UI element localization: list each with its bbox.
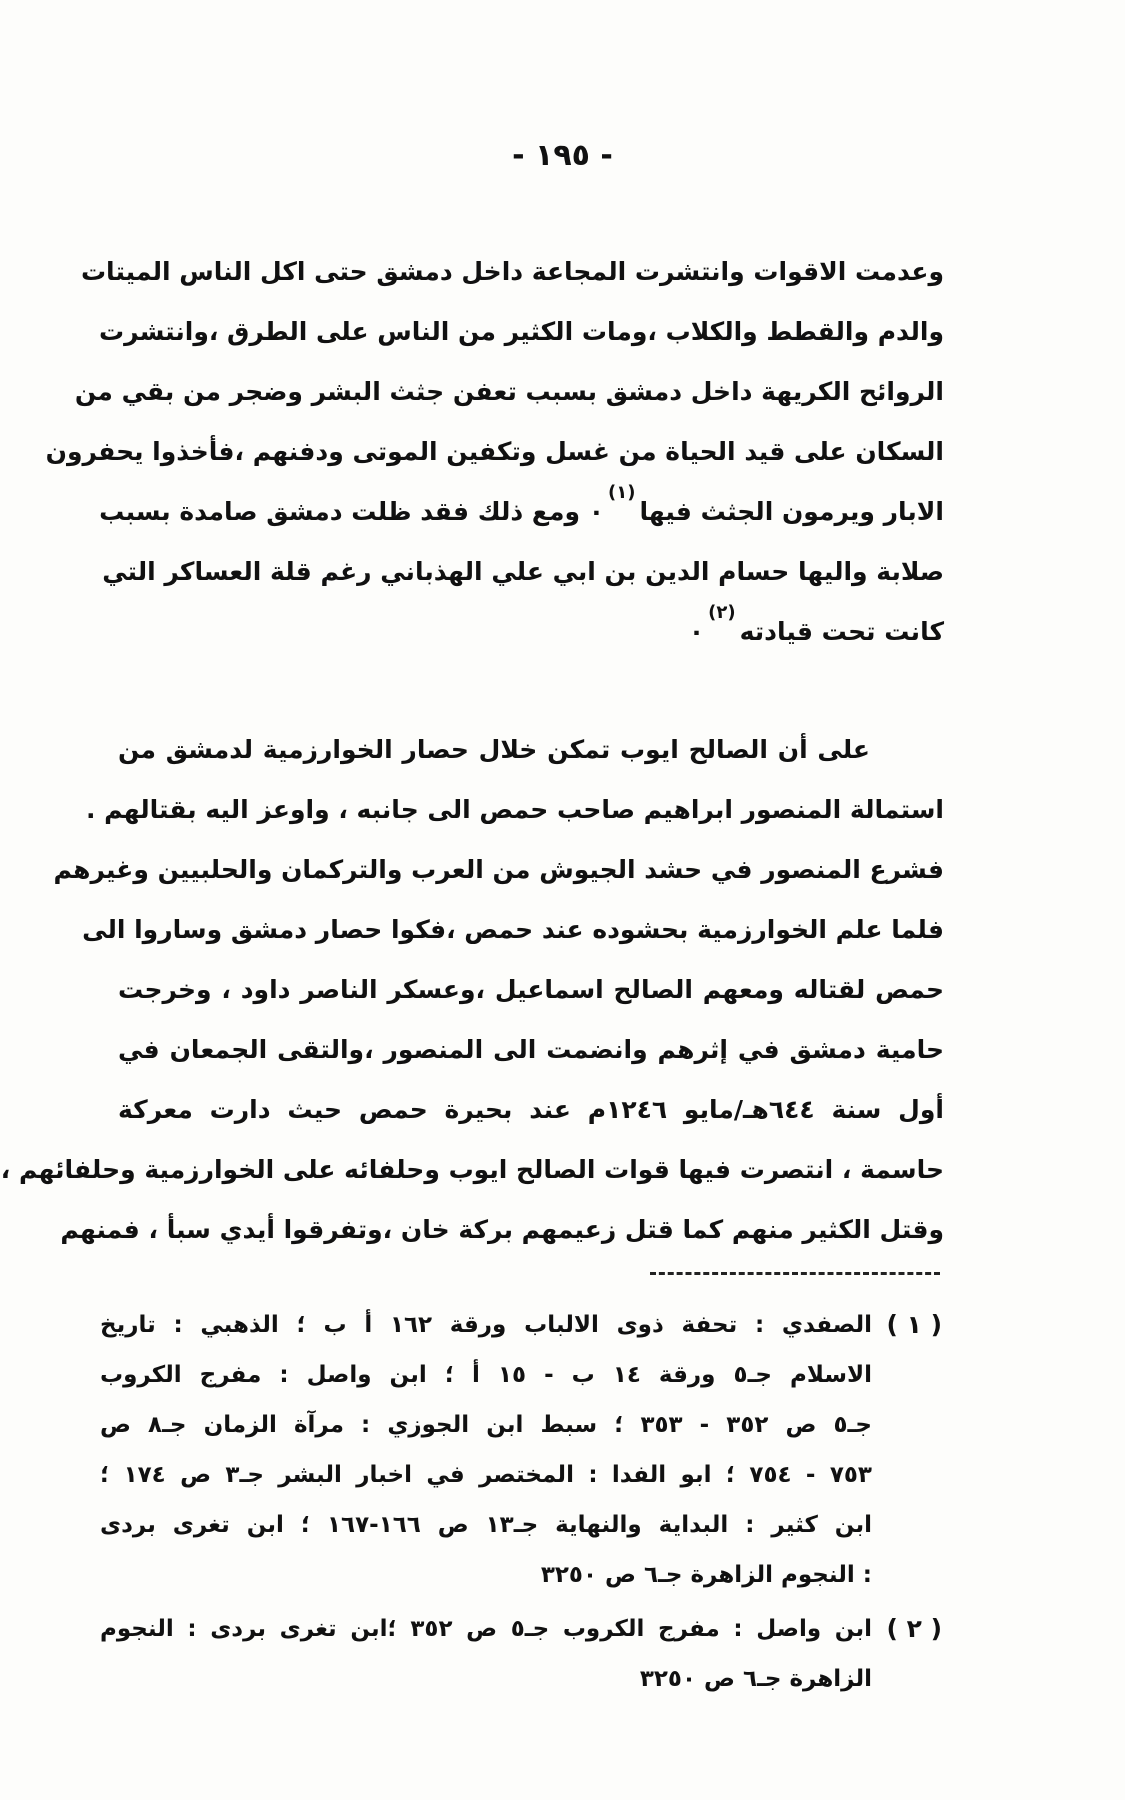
- text-line: على أن الصالح ايوب تمكن خلال حصار الخوارزمية لدمشق من: [118, 735, 870, 764]
- footnote-1: [100, 1300, 942, 1600]
- text-line-with-reference: [99, 482, 944, 542]
- full-stop: ٠: [588, 497, 604, 526]
- text-line-with-reference: [118, 602, 944, 662]
- text-line: والدم والقطط والكلاب ،ومات الكثير من الناس على الطرق ،وانتشرت: [99, 317, 944, 346]
- paragraph-2: [0, 720, 944, 1260]
- text-line: الروائح الكريهة داخل دمشق بسبب تعفن جثث البشر وضجر من بقي من: [74, 377, 944, 406]
- footnote-separator: [650, 1272, 940, 1275]
- footnote-marker: ( ١ ): [886, 1310, 942, 1339]
- text-segment: ومع ذلك فقد ظلت دمشق صامدة بسبب: [99, 497, 580, 526]
- text-line: حامية دمشق في إثرهم وانضمت الى المنصور ،والتقى الجمعان في: [118, 1035, 944, 1064]
- footnote-line: جـ٥ ص ٣٥٢ - ٣٥٣ ؛ سبط ابن الجوزي : مرآة الزمان جـ٨ ص: [100, 1412, 872, 1438]
- footnote-text: [100, 1300, 872, 1600]
- footnote-text: [100, 1604, 872, 1704]
- footnote-line: : النجوم الزاهرة جـ٦ ص ٣٢٥٠: [540, 1562, 872, 1588]
- footnote-line: ابن واصل : مفرج الكروب جـ٥ ص ٣٥٢ ؛ابن تغرى بردى : النجوم: [100, 1616, 872, 1642]
- footnotes: [100, 1300, 942, 1708]
- text-line: وعدمت الاقوات وانتشرت المجاعة داخل دمشق حتى اكل الناس الميتات: [80, 257, 944, 286]
- text-line: استمالة المنصور ابراهيم صاحب حمص الى جانبه ، واوعز اليه بقتالهم .: [85, 795, 944, 824]
- text-segment: الابار ويرمون الجثث فيها: [639, 497, 944, 526]
- footnote-reference-1: (١): [607, 482, 636, 503]
- text-line: فشرع المنصور في حشد الجيوش من العرب والتركمان والحلبيين وغيرهم: [53, 855, 944, 884]
- text-segment: كانت تحت قيادته: [739, 617, 944, 646]
- paragraph-1: [45, 242, 944, 662]
- page-number: - ١٩٥ -: [512, 138, 613, 173]
- full-stop: ٠: [688, 617, 705, 646]
- footnote-line: الزاهرة جـ٦ ص ٣٢٥٠: [639, 1666, 872, 1692]
- text-line: فلما علم الخوارزمية بحشوده عند حمص ،فكوا حصار دمشق وساروا الى: [82, 915, 944, 944]
- footnote-line: ٧٥٣ - ٧٥٤ ؛ ابو الفدا : المختصر في اخبار البشر جـ٣ ص ١٧٤ ؛: [100, 1462, 872, 1488]
- footnote-line: الاسلام جـ٥ ورقة ١٤ ب - ١٥ أ ؛ ابن واصل : مفرج الكروب: [100, 1362, 872, 1388]
- text-line: السكان على قيد الحياة من غسل وتكفين الموتى ودفنهم ،فأخذوا يحفرون: [45, 437, 944, 466]
- text-line: حاسمة ، انتصرت فيها قوات الصالح ايوب وحلفائه على الخوارزمية وحلفائهم ،: [0, 1155, 944, 1184]
- text-line: صلابة واليها حسام الدين بن ابي علي الهذباني رغم قلة العساكر التي: [102, 557, 944, 586]
- footnote-reference-2: (٢): [708, 602, 736, 623]
- text-line: أول سنة ٦٤٤هـ/مايو ١٢٤٦م عند بحيرة حمص حيث دارت معركة: [118, 1095, 944, 1124]
- footnote-line: الصفدي : تحفة ذوى الالباب ورقة ١٦٢ أ ب ؛ الذهبي : تاريخ: [100, 1312, 872, 1338]
- paragraph-gap: [118, 662, 944, 720]
- footnote-line: ابن كثير : البداية والنهاية جـ١٣ ص ١٦٦-١٦٧ ؛ ابن تغرى بردى: [100, 1512, 872, 1538]
- footnote-2: [100, 1604, 942, 1704]
- text-line: حمص لقتاله ومعهم الصالح اسماعيل ،وعسكر الناصر داود ، وخرجت: [118, 975, 944, 1004]
- main-text: [0, 242, 944, 1260]
- text-line: وقتل الكثير منهم كما قتل زعيمهم بركة خان ،وتفرقوا أيدي سبأ ، فمنهم: [60, 1215, 944, 1244]
- footnote-marker: ( ٢ ): [886, 1614, 942, 1643]
